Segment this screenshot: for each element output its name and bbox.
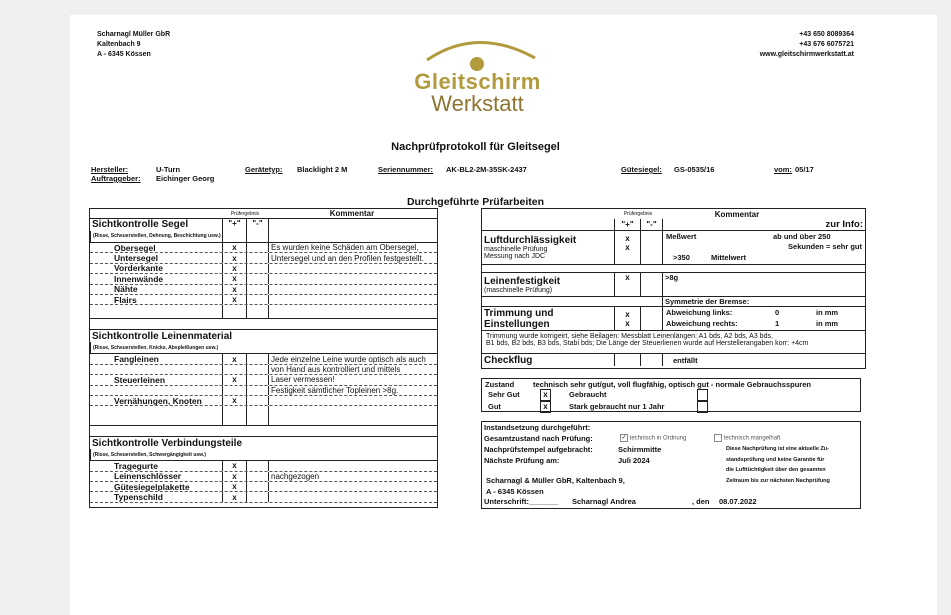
vom-value: 05/17 (795, 165, 814, 174)
address-line-2: A - 6345 Kössen (486, 487, 544, 496)
zur-info-label: zur Info: (662, 219, 865, 230)
item-comment (268, 461, 437, 470)
item-comment (268, 492, 437, 501)
item-label (90, 386, 222, 395)
plus-mark: x (222, 472, 246, 481)
item-label: Nähte (114, 284, 138, 294)
gebraucht-checkbox[interactable] (697, 389, 708, 401)
pruefergebnis-header: Prüfergebnis (623, 211, 653, 217)
leinen-comment: >8g (662, 273, 865, 296)
hersteller-label: Hersteller: (91, 165, 129, 174)
item-comment (268, 482, 437, 491)
plus-mark: x (222, 461, 246, 470)
paraglider-arc-icon (395, 30, 560, 72)
table-row (90, 253, 437, 263)
item-label (90, 365, 222, 374)
minus-mark (246, 243, 268, 252)
section-title: Sichtkontrolle Segel (92, 219, 189, 231)
leinenfestigkeit-sub: (maschinelle Prüfung) (484, 286, 553, 294)
address-line-1: Scharnagl & Müller GbR, Kaltenbach 9, (486, 476, 625, 485)
section-subtitle: (Risse, Scheuerstellen, Dehnung, Beschichtung usw.) (90, 231, 222, 243)
item-label: Vorderkante (114, 263, 163, 274)
abweichung-links-value: 0 (775, 308, 780, 317)
zustand-text: technisch sehr gut/gut, voll flugfähig, optisch gut - normale Gebrauchsspuren (533, 380, 811, 389)
seriennummer-label: Seriennummer: (378, 165, 434, 174)
abweichung-links-label: Abweichung links: (666, 308, 733, 317)
zustand-box (481, 378, 861, 412)
abweichung-rechts-label: Abweichung rechts: (666, 319, 738, 328)
naechste-pruefung-value: Juli 2024 (618, 456, 650, 465)
spacer-row (90, 319, 437, 330)
plus-mark: x (222, 375, 246, 384)
cell (268, 305, 437, 318)
cell (268, 219, 437, 242)
disclaimer-line: Zeitraum bis zur nächsten Nachprüfung (726, 477, 830, 484)
table-row (90, 285, 437, 295)
item-comment (268, 396, 437, 405)
cell (90, 406, 222, 425)
table-row (90, 461, 437, 471)
cell (268, 406, 437, 425)
mangel-checkbox[interactable] (714, 434, 722, 442)
luft-plus-1: x (625, 234, 630, 243)
minus-mark (246, 253, 268, 262)
plus-mark: x (222, 274, 246, 283)
item-comment: Untersegel und an den Profilen festgestellt. (268, 253, 437, 262)
minus-mark (246, 375, 268, 384)
minus-mark (246, 285, 268, 294)
cell (246, 406, 268, 425)
website: www.gleitschirmwerkstatt.at (759, 51, 854, 58)
trimmung-title-2: Einstellungen (484, 318, 550, 330)
mittelwert-label: Mittelwert (711, 253, 747, 262)
section-title: Sichtkontrolle Verbindungsteile (92, 437, 243, 449)
minus-mark (246, 472, 268, 481)
leinenfestigkeit-title: Leinenfestigkeit (484, 275, 561, 287)
stark-gebraucht-checkbox[interactable] (697, 401, 708, 413)
section-subtitle: (Risse, Scheuerstellen, Schwergängigkeit usw.) (90, 449, 437, 461)
table-row (90, 354, 437, 364)
spacer-row (90, 426, 437, 437)
table-row (90, 375, 437, 385)
final-box (481, 421, 861, 509)
company-street: Kaltenbach 9 (97, 41, 141, 48)
item-comment (268, 285, 437, 294)
disclaimer-line: die Lufttüchtigkeit über den gesamten (726, 467, 826, 473)
minus-header: "-" (640, 219, 662, 230)
item-comment: Jede einzelne Leine wurde optisch als auch (268, 354, 437, 363)
table-row (90, 264, 437, 274)
table-row (90, 482, 437, 492)
trimm-plus-1: x (625, 309, 630, 319)
plus-mark: x (222, 253, 246, 262)
stempel-value: Schirmmitte (618, 445, 662, 454)
luftdurchlaessigkeit-title: Luftdurchlässigkeit (484, 235, 577, 246)
minus-mark (246, 482, 268, 491)
luft-sub-1: maschinelle Prüfung (484, 246, 548, 253)
plus-mark: x (222, 295, 246, 304)
minus-header: "-" (246, 219, 268, 242)
company-contact (760, 30, 854, 60)
auftraggeber-label: Auftraggeber: (91, 174, 141, 183)
table-row (90, 295, 437, 305)
messwert-label: Meßwert (666, 232, 697, 241)
item-comment (268, 295, 437, 304)
plus-mark: x (222, 396, 246, 405)
table-row (90, 396, 437, 406)
trimmung-title-1: Trimmung und (484, 307, 554, 319)
disclaimer (726, 444, 830, 486)
geraetetyp-label: Gerätetyp: (245, 165, 283, 174)
minus-mark (246, 386, 268, 395)
logo-line-2: Werkstatt (431, 91, 524, 116)
item-label: Typenschild (114, 492, 163, 502)
plus-header: "+" (222, 219, 246, 242)
luft-sub-2: Messung nach JDC (484, 253, 546, 260)
minus-mark (246, 354, 268, 363)
item-label: Obersegel (114, 243, 156, 253)
stempel-label: Nachprüfstempel aufgebracht: (484, 445, 593, 454)
item-label: Vernähungen, Knoten (114, 395, 202, 406)
plus-mark: x (222, 264, 246, 273)
plus-mark: x (222, 243, 246, 252)
gut-label: Gut (488, 401, 501, 411)
section-title: Durchgeführte Prüfarbeiten (406, 196, 545, 208)
item-label: Flairs (114, 294, 137, 305)
table-row (90, 365, 437, 375)
geraetetyp-value: Blacklight 2 M (297, 165, 348, 174)
gesamtzustand-label: Gesamtzustand nach Prüfung: (484, 434, 593, 443)
kommentar-header: Kommentar (329, 209, 375, 218)
cell (222, 305, 246, 318)
table-row (90, 274, 437, 284)
unit-rechts: in mm (816, 319, 839, 328)
minus-mark (246, 264, 268, 273)
auftraggeber-value: Eichinger Georg (156, 174, 215, 183)
item-comment: von Hand aus kontrolliert und mittels (268, 365, 437, 374)
company-name: Scharnagl Müller GbR (97, 31, 171, 38)
blank-row (90, 305, 437, 319)
table-row (90, 386, 437, 396)
stark-gebraucht-label: Stark gebraucht nur 1 Jahr (569, 401, 665, 411)
ok-label: technisch in Ordnung (629, 435, 687, 442)
seriennummer-value: AK-BL2-2M-35SK-2437 (446, 165, 527, 174)
section-title: Sichtkontrolle Leinenmaterial (92, 330, 233, 342)
messwert-value: >350 (673, 253, 690, 262)
signature-date: 08.07.2022 (719, 497, 757, 506)
kommentar-header: Kommentar (714, 209, 760, 219)
plus-mark: x (222, 354, 246, 363)
item-comment: Laser vermessen! (268, 375, 437, 384)
company-address (97, 30, 170, 60)
plus-mark (222, 386, 246, 395)
minus-mark (246, 295, 268, 304)
gut-checkbox[interactable]: x (540, 401, 551, 413)
item-comment (268, 274, 437, 283)
cell (246, 305, 268, 318)
signer-name: Scharnagl Andrea (572, 497, 636, 506)
minus-mark (246, 396, 268, 405)
table-row (90, 243, 437, 253)
hersteller-value: U-Turn (156, 165, 181, 174)
checkflug-comment: entfällt (662, 354, 865, 366)
item-label: Untersegel (114, 253, 158, 263)
plus-mark: x (222, 482, 246, 491)
disclaimer-line: standsprüfung und keine Garantie für (726, 456, 825, 463)
document-title: Nachprüfprotokoll für Gleitsegel (391, 141, 560, 153)
logo-line-1: Gleitschirm (414, 69, 541, 94)
sehr-gut-label: Sehr Gut (488, 389, 520, 399)
item-comment (268, 264, 437, 273)
mangel-label: technisch mangelhaft (723, 435, 781, 442)
phone-2: +43 676 6075721 (799, 41, 854, 48)
leinen-plus: x (614, 273, 640, 296)
disclaimer-line: Diese Nachprüfung ist eine aktuelle Zu- (726, 446, 829, 452)
company-city: A - 6345 Kössen (97, 51, 151, 58)
plus-header: "+" (614, 219, 640, 230)
ok-checkbox[interactable]: ✓ (621, 435, 627, 441)
luft-plus-2: x (625, 243, 630, 252)
plus-mark: x (222, 285, 246, 294)
item-label: Steuerleinen (114, 375, 166, 385)
info-line-1: ab und über 250 (773, 232, 831, 241)
section-header (90, 219, 437, 243)
item-label: Tragegurte (114, 461, 158, 471)
vom-label: vom: (774, 165, 792, 174)
guetesiegel-label: Gütesiegel: (621, 165, 662, 174)
section-header (90, 330, 437, 354)
info-line-2: Sekunden = sehr gut (788, 242, 862, 251)
gebraucht-label: Gebraucht (569, 389, 607, 399)
cell (90, 305, 222, 318)
pruefergebnis-header: Prüfergebnis (230, 210, 260, 217)
naechste-pruefung-label: Nächste Prüfung am: (484, 456, 560, 465)
minus-mark (246, 274, 268, 283)
instandsetzung-label: Instandsetzung durchgeführt: (484, 423, 591, 432)
section-header (90, 437, 437, 461)
minus-mark (246, 492, 268, 501)
table-row (90, 472, 437, 482)
blank-row (90, 406, 437, 426)
table-row (90, 492, 437, 502)
section-label (90, 219, 222, 242)
section-subtitle: (Risse, Scheuerstellen, Knicks, Abspleißungen usw.) (90, 342, 437, 354)
trimm-plus-2: x (625, 318, 630, 328)
item-comment: Es wurden keine Schäden am Obersegel, (268, 243, 437, 252)
unit-links: in mm (816, 308, 839, 317)
trimm-note-2: B1 bds, B2 bds, B3 bds, Stabi bds; Die Länge der Steuerlienen wurde auf Herstellerangaben korr: +4cm (486, 340, 809, 347)
left-inspection-table (89, 208, 438, 508)
minus-mark (246, 461, 268, 470)
abweichung-rechts-value: 1 (775, 319, 780, 328)
item-label: Leinenschlösser (114, 471, 182, 482)
trimm-note-1: Trimmung wurde korrigeirt, siehe Beilagen: Messblatt Leinenlängen: A1 bds, A2 bds, A3 bds, (486, 333, 773, 340)
item-label: Fangleinen (114, 354, 159, 364)
item-label: Gütesiegelplakette (114, 482, 190, 492)
den-label: , den (692, 497, 710, 506)
signature-label: Unterschrift:_______ (484, 497, 559, 506)
item-label: Innenwände (114, 274, 164, 284)
item-comment: nachgezogen (268, 472, 437, 481)
sehr-gut-checkbox[interactable]: x (540, 389, 551, 401)
zustand-label: Zustand (485, 380, 515, 389)
item-comment: Festigkeit sämtlicher Topleinen >8g. (268, 386, 437, 395)
checkflug-title: Checkflug (484, 354, 533, 366)
logo (395, 30, 560, 120)
phone-1: +43 650 8089364 (799, 31, 854, 38)
symmetrie-label: Symmetrie der Bremse: (662, 297, 865, 306)
right-inspection-table (481, 208, 866, 369)
plus-mark: x (222, 492, 246, 501)
cell (222, 406, 246, 425)
minus-mark (246, 365, 268, 374)
plus-mark (222, 365, 246, 374)
guetesiegel-value: GS-0535/16 (674, 165, 715, 174)
